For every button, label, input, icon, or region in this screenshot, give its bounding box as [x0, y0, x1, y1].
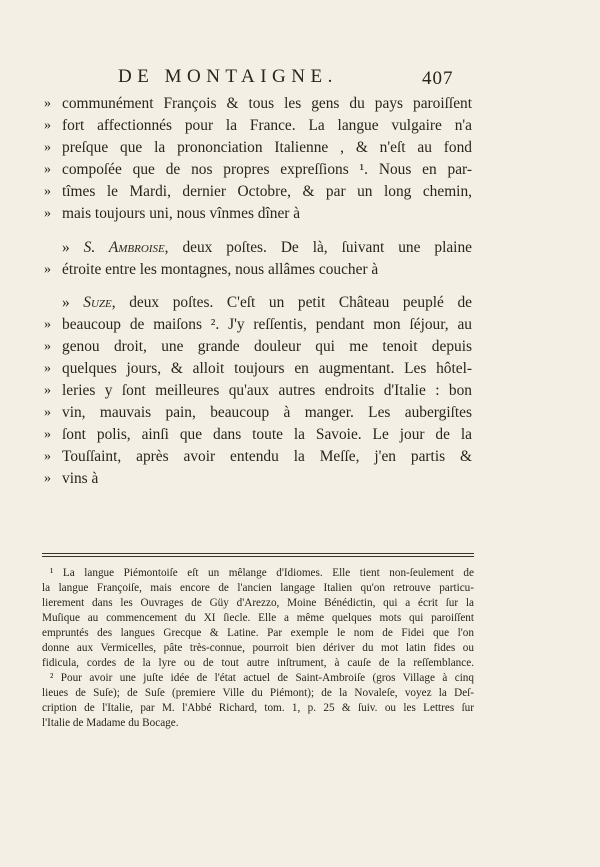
- footnote-line: l'Italie de Madame du Bocage.: [42, 717, 179, 729]
- text-line: vin, mauvais pain, beaucoup à manger. Les aubergiſtes: [62, 404, 472, 421]
- page-number: 407: [422, 68, 454, 89]
- place-name: Suze: [83, 294, 112, 311]
- text-line: mais toujours uni, nous vînmes dîner à: [62, 205, 301, 222]
- text-run: , deux poſtes. De là, ſuivant une plaine: [164, 239, 472, 256]
- footnote-line: ² Pour avoir une juſte idée de l'état actuel de Saint-Ambroiſe (gros Village à cinq: [50, 672, 474, 684]
- text-line: étroite entre les montagnes, nous allâmes coucher à: [62, 261, 379, 278]
- text-line: preſque que la prononciation Italienne , & n'eſt au fond: [62, 139, 472, 156]
- place-name: S. Ambroise: [83, 239, 165, 256]
- quote-mark: »: [44, 140, 51, 155]
- text-line: vins à: [62, 470, 99, 487]
- footnote-line: donne aux Vermicelles, pâte très-connue, pourroit bien dériver du mot latin fides ou: [42, 642, 474, 654]
- text-line-with-place: [62, 237, 472, 259]
- quote-mark: »: [44, 471, 51, 486]
- footnote-line: empruntés des langues Grecque & Latine. Par exemple le nom de Fidei que l'on: [42, 627, 474, 639]
- footnote-line: Muſique au commencement du XI ſiecle. Elle a même quelques mots qui paroiſſent: [42, 612, 474, 624]
- text-line: ſont polis, ainſi que dans toute la Savoie. Le jour de la: [62, 426, 472, 443]
- text-line: quelques jours, & alloit toujours en augmentant. Les hôtel-: [62, 360, 472, 377]
- text-line: Touſſaint, après avoir entendu la Meſſe, j'en partis &: [62, 448, 472, 465]
- quote-mark: »: [44, 383, 51, 398]
- quote-mark: »: [62, 239, 70, 256]
- footnote-rule: [42, 553, 474, 554]
- text-line: tîmes le Mardi, dernier Octobre, & par un long chemin,: [62, 183, 472, 200]
- quote-mark: »: [44, 184, 51, 199]
- page-header: [0, 66, 600, 96]
- quote-mark: »: [44, 427, 51, 442]
- footnote-rule: [42, 556, 474, 557]
- quote-mark: »: [44, 405, 51, 420]
- quote-mark: »: [62, 294, 70, 311]
- text-run: , deux poſtes. C'eſt un petit Château peuplé de: [111, 294, 472, 311]
- footnote-line: ¹ La langue Piémontoiſe eſt un mêlange d'Idiomes. Elle tient non-ſeulement de: [50, 567, 474, 579]
- quote-mark: »: [44, 118, 51, 133]
- footnote-line: lieues de Suſe); de Suſe (premiere Ville du Piémont); de la Novaleſe, voyez la Deſ-: [42, 687, 474, 699]
- quote-mark: »: [44, 339, 51, 354]
- running-head: DE MONTAIGNE.: [118, 66, 338, 87]
- text-line: beaucoup de maiſons ². J'y reſſentis, pendant mon ſéjour, au: [62, 316, 472, 333]
- quote-mark: »: [44, 361, 51, 376]
- footnote-line: fidicula, cordes de la lyre ou de tout autre inſtrument, à cauſe de la reſſemblance.: [42, 657, 474, 669]
- text-line: fort affectionnés pour la France. La langue vulgaire n'a: [62, 117, 472, 134]
- quote-mark: »: [44, 449, 51, 464]
- text-line: leries y ſont meilleures qu'aux autres endroits d'Italie : bon: [62, 382, 472, 399]
- footnote-line: la langue Françoiſe, mais encore de l'ancien langage Italien qu'on retrouve particu-: [42, 582, 474, 594]
- quote-mark: »: [44, 96, 51, 111]
- text-line: compoſée que de nos propres expreſſions ¹. Nous en par-: [62, 161, 472, 178]
- quote-mark: »: [44, 162, 51, 177]
- text-line-with-place: [62, 292, 472, 314]
- footnote-line: cription de l'Italie, par M. l'Abbé Richard, tom. 1, p. 25 & ſuiv. ou les Lettres ſur: [42, 702, 474, 714]
- quote-mark: »: [44, 262, 51, 277]
- text-line: genou droit, une grande douleur qui me tenoit depuis: [62, 338, 472, 355]
- text-line: communément François & tous les gens du pays paroiſſent: [62, 95, 472, 112]
- quote-mark: »: [44, 317, 51, 332]
- quote-mark: »: [44, 206, 51, 221]
- footnote-line: lierement dans les Ouvrages de Güy d'Arezzo, Moine Bénédictin, qui a écrit ſur la: [42, 597, 474, 609]
